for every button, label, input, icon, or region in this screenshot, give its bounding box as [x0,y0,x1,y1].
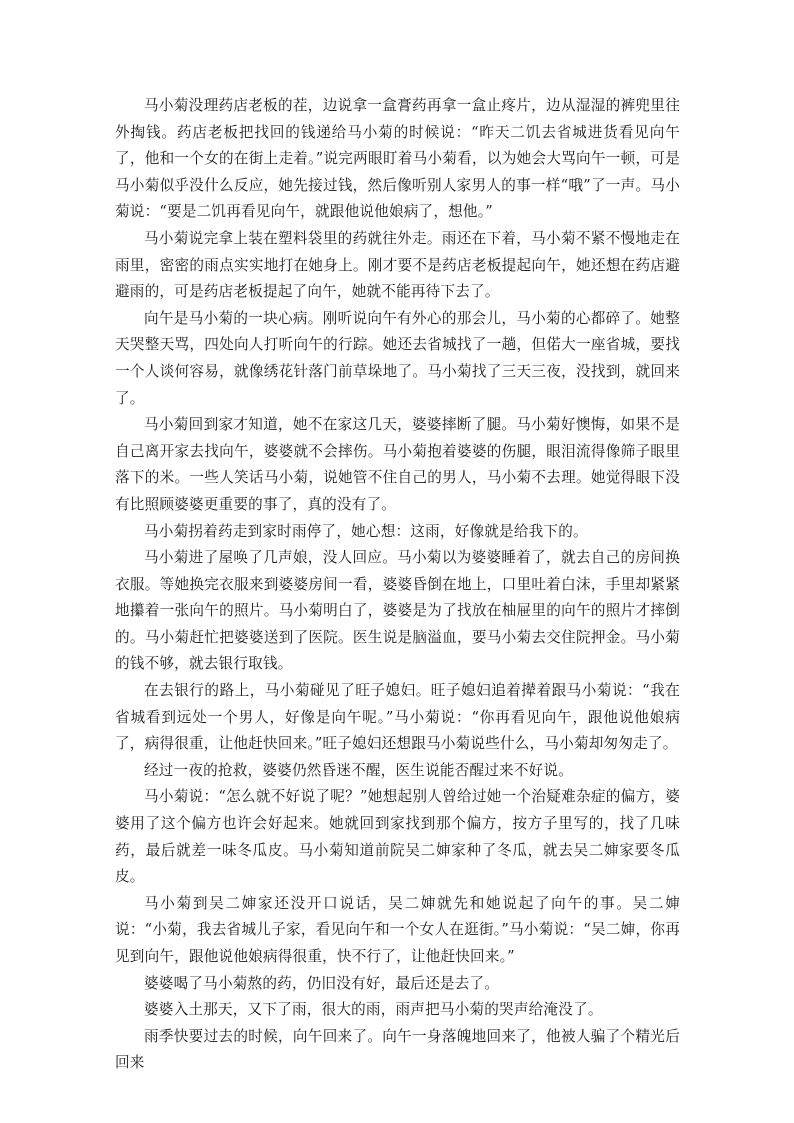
paragraph: 马小菊回到家才知道，她不在家这几天，婆婆摔断了腿。马小菊好懊悔，如果不是自己离开家去找向午，婆婆就不会摔伤。马小菊抱着婆婆的伤腿，眼泪流得像筛子眼里落下的米。一些人笑话马小菊，说她管不住自己的男人，马小菊不去理。她觉得眼下没有比照顾婆婆更重要的事了，真的没有了。 [115,416,680,513]
paragraph: 婆婆入土那天，又下了雨，很大的雨，雨声把马小菊的哭声给淹没了。 [144,1001,603,1019]
paragraph: 马小菊说完拿上装在塑料袋里的药就往外走。雨还在下着，马小菊不紧不慢地走在雨里，密密的雨点实实地打在她身上。刚才要不是药店老板提起向午，她还想在药店避避雨的，可是药店老板提起了向午，她就不能再待下去了。 [115,229,680,301]
paragraph: 马小菊拐着药走到家时雨停了，她心想：这雨，好像就是给我下的。 [144,522,588,540]
paragraph: 马小菊说：“怎么就不好说了呢？”她想起别人曾给过她一个治疑难杂症的偏方，婆婆用了这个偏方也许会好起来。她就回到家找到那个偏方，按方子里写的，找了几味药，最后就差一味冬瓜皮。马小菊知道前院吴二婶家种了冬瓜，就去吴二婶家要冬瓜皮。 [115,788,680,886]
paragraph: 马小菊进了屋唤了几声娘，没人回应。马小菊以为婆婆睡着了，就去自己的房间换衣服。等她换完衣服来到婆婆房间一看，婆婆昏倒在地上，口里吐着白沫，手里却紧紧地攥着一张向午的照片。马小菊明白了，婆婆是为了找放在柚屉里的向午的照片才摔倒的。马小菊赶忙把婆婆送到了医院。医生说是脑溢血，要马小菊去交住院押金。马小菊的钱不够，就去银行取钱。 [115,549,680,673]
paragraph: 雨季快要过去的时候，向午回来了。向午一身落魄地回来了，他被人骗了个精光后回来 [115,1027,680,1072]
paragraph: 向午是马小菊的一块心病。刚听说向午有外心的那会儿，马小菊的心都碎了。她整天哭整天骂，四处向人打听向午的行踪。她还去省城找了一趟，但偌大一座省城，要找一个人谈何容易，就像绣花针落门前草垛地了。马小菊找了三天三夜，没找到，就回来了。 [115,309,680,407]
paragraph: 经过一夜的抢救，婆婆仍然昏迷不醒，医生说能否醒过来不好说。 [144,761,574,779]
paragraph: 在去银行的路上，马小菊碰见了旺子媳妇。旺子媳妇追着撵着跟马小菊说：“我在省城看到远处一个男人，好像是向午呢。”马小菊说：“你再看见向午，跟他说他娘病了，病得很重，让他赶快回来。”旺子媳妇还想跟马小菊说些什么，马小菊却匆匆走了。 [115,682,680,753]
paragraph: 马小菊到吴二婶家还没开口说话，吴二婶就先和她说起了向午的事。吴二婶说：“小菊，我去省城儿子家，看见向午和一个女人在逛街。”马小菊说：“吴二婶，你再见到向午，跟他说他娘病得很重，快不行了，让他赶快回来。” [115,894,680,965]
paragraph: 婆婆喝了马小菊熬的药，仍旧没有好，最后还是去了。 [144,974,500,992]
document-page [115,93,680,1077]
paragraph: 马小菊没理药店老板的茬，边说拿一盒膏药再拿一盒止疼片，边从湿湿的裤兜里往外掏钱。药店老板把找回的钱递给马小菊的时候说：“昨天二饥去省城进货看见向午了，他和一个女的在街上走着。”说完两眼盯着马小菊看，以为她会大骂向午一顿，可是马小菊似乎没什么反应，她先接过钱，然后像听别人家男人的事一样“哦”了一声。马小菊说：“要是二饥再看见向午，就跟他说他娘病了，想他。” [115,97,680,221]
